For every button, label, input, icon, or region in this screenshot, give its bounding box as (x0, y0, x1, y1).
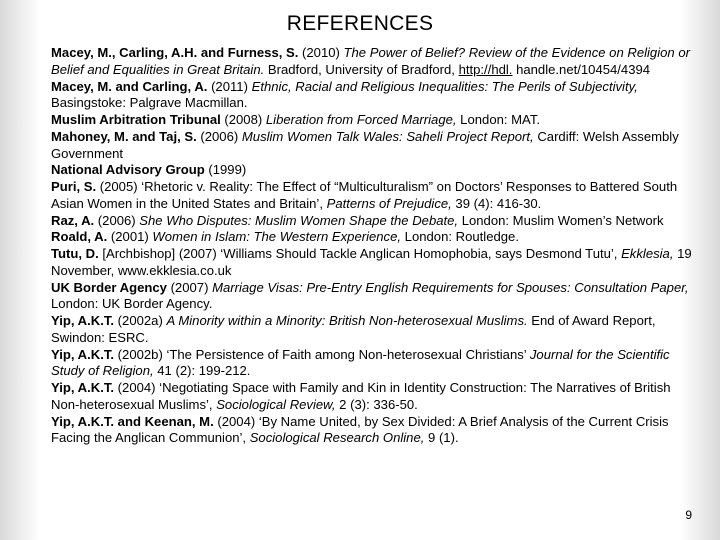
reference-text: 19 November, www.ekklesia.co.uk (51, 246, 692, 278)
reference-title: Ekklesia, (621, 246, 674, 261)
reference-author: Macey, M. and Carling, A. (51, 78, 208, 94)
reference-author: Yip, A.K.T. and Keenan, M. (51, 413, 214, 429)
reference-text: Bradford, University of Bradford, (264, 61, 459, 77)
reference-text: London: Muslim Women’s Network (458, 212, 664, 228)
reference-text: (2002b) ‘The Persistence of Faith among Non-heterosexual Christians’ (114, 346, 530, 362)
reference-item (51, 162, 701, 179)
reference-text: (2002a) (114, 313, 167, 328)
reference-author: National Advisory Group (51, 162, 205, 178)
reference-item (51, 112, 701, 129)
reference-author: Raz, A. (51, 212, 95, 228)
reference-item (51, 380, 701, 414)
reference-item (51, 213, 701, 230)
reference-list (51, 45, 701, 447)
reference-title: She Who Disputes: Muslim Women Shape the Debate, (139, 212, 459, 228)
reference-text: End of Award Report, Swindon: ESRC. (51, 313, 656, 345)
reference-title: Marriage Visas: Pre-Entry English Requirements for Spouses: Consultation Paper, (212, 279, 689, 295)
reference-author: Yip, A.K.T. (51, 313, 115, 328)
reference-item (51, 414, 701, 448)
reference-text: (1999) (204, 162, 247, 178)
reference-author: UK Border Agency (51, 279, 167, 295)
reference-author: Roald, A. (51, 229, 108, 245)
reference-item (51, 246, 701, 280)
reference-text: (2006) (94, 212, 140, 228)
reference-title: Women in Islam: The Western Experience, (152, 229, 402, 245)
reference-text: (2004) ‘Negotiating Space with Family and Kin in Identity Construction: The Narratives of British Non-heterosexual Muslims’, (51, 380, 671, 412)
reference-text: 9 (1). (424, 430, 459, 446)
reference-author: Puri, S. (51, 179, 97, 194)
reference-text: 2 (3): 336-50. (335, 396, 418, 412)
reference-author: Tutu, D. (51, 246, 99, 261)
reference-text: 39 (4): 416-30. (451, 195, 542, 211)
reference-title: Liberation from Forced Marriage, (265, 112, 457, 127)
reference-author: Mahoney, M. and Taj, S. (51, 128, 197, 144)
reference-item (51, 347, 701, 381)
reference-title: Patterns of Prejudice, (326, 195, 452, 211)
reference-text: Cardiff: Welsh Assembly Government (51, 128, 679, 161)
reference-text: handle.net/10454/4394 (512, 61, 651, 77)
page-title: REFERENCES (286, 12, 434, 35)
reference-text: London: MAT. (456, 112, 541, 127)
reference-item (51, 45, 701, 79)
reference-item (51, 313, 701, 347)
reference-title: The Power of Belief? Review of the Evidence on Religion or Belief and Equalities in Great Britain. (51, 45, 690, 77)
reference-text: (2007) (166, 279, 213, 295)
reference-title: Sociological Research Online, (249, 430, 425, 446)
reference-title: Journal for the Scientific Study of Religion, (51, 346, 670, 379)
reference-text: London: UK Border Agency. (51, 296, 213, 312)
reference-text: 41 (2): 199-212. (153, 363, 251, 379)
reference-link[interactable]: http://hdl. (458, 61, 513, 77)
reference-item (51, 179, 701, 213)
reference-author: Yip, A.K.T. (51, 380, 115, 395)
reference-text: (2006) (196, 128, 242, 144)
reference-item (51, 229, 701, 246)
reference-text: (2008) (220, 112, 266, 127)
reference-text: (2005) ‘Rhetoric v. Reality: The Effect of “Multiculturalism” on Doctors’ Responses to Battered South Asian Women in the United States and Britain’, (51, 179, 678, 211)
reference-author: Macey, M., Carling, A.H. and Furness, S. (51, 45, 299, 60)
reference-item (51, 129, 701, 163)
reference-text: (2010) (298, 45, 344, 60)
reference-title: Ethnic, Racial and Religious Inequalities: The Perils of Subjectivity, (251, 78, 638, 94)
reference-title: Sociological Review, (216, 396, 336, 412)
reference-title: A Minority within a Minority: British Non-heterosexual Muslims. (166, 313, 528, 328)
reference-text: (2004) ‘By Name United, by Sex Divided: A Brief Analysis of the Current Crisis Facing the Anglican Communion’, (51, 413, 669, 446)
reference-text: (2001) (107, 229, 153, 245)
reference-text: London: Routledge. (401, 229, 519, 245)
reference-item (51, 79, 701, 113)
reference-author: Muslim Arbitration Tribunal (51, 112, 221, 127)
page-number: 9 (685, 508, 692, 522)
reference-title: Muslim Women Talk Wales: Saheli Project Report, (241, 128, 534, 144)
reference-text: (2011) (207, 78, 252, 94)
reference-text: Basingstoke: Palgrave Macmillan. (51, 95, 248, 111)
reference-item (51, 280, 701, 314)
reference-text: [Archbishop] (2007) ‘Williams Should Tackle Anglican Homophobia, says Desmond Tutu’, (98, 246, 622, 261)
reference-author: Yip, A.K.T. (51, 346, 115, 362)
